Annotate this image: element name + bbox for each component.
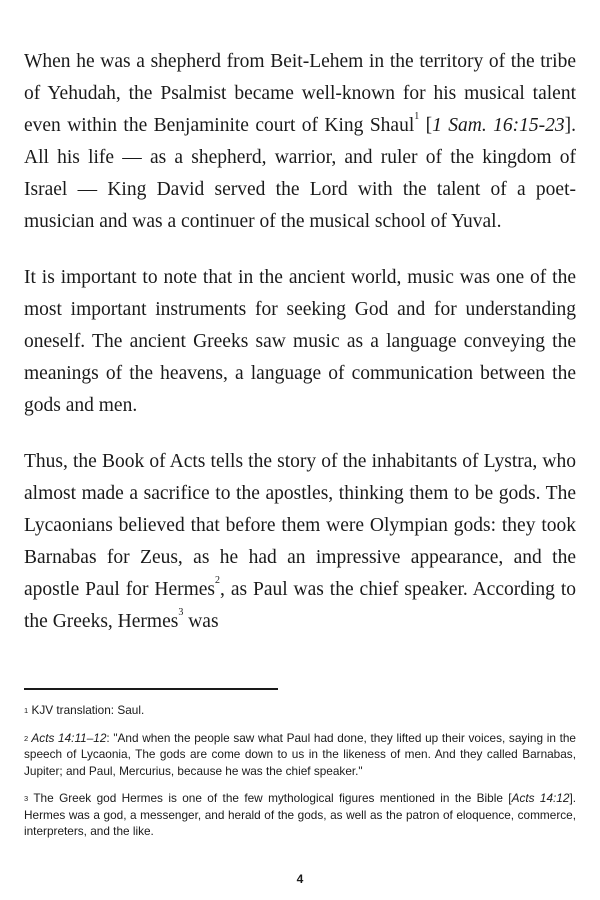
footnote-text-end: ]. Hermes was a god, a messenger, and herald of the gods, as well as the patron of eloquence, commerce, interpreters, and the like. — [24, 791, 576, 838]
footnote-3 — [24, 790, 576, 840]
main-text — [24, 46, 576, 662]
paragraph-1-text: When he was a shepherd from Beit-Lehem in the territory of the tribe of Yehudah, the Psalmist became well-known for his musical talent even within the Benjaminite court of King Shaul — [24, 51, 576, 136]
paragraph-2: It is important to note that in the ancient world, music was one of the most important instruments for seeking God and for understanding oneself. The ancient Greeks saw music as a language conveying the meanings of the heavens, a language of communication between the gods and men. — [24, 267, 576, 416]
paragraph-3-text-mid: , as Paul was the chief speaker. According to the Greeks, Hermes — [24, 579, 576, 632]
footnote-number: 1 — [24, 706, 29, 715]
paragraph-3-text-end: was — [183, 611, 219, 632]
footnote-2 — [24, 730, 576, 780]
footnote-reference: Acts 14:11–12 — [28, 730, 107, 745]
footnote-1 — [24, 702, 576, 719]
footnote-ref-2[interactable]: 2 — [215, 575, 221, 586]
footnote-number: 3 — [24, 794, 29, 803]
footnote-ref-3[interactable]: 3 — [178, 607, 184, 618]
paragraph-3 — [24, 446, 576, 638]
page-number: 4 — [296, 872, 304, 886]
paragraph-1 — [24, 46, 576, 238]
paragraph-3-text: Thus, the Book of Acts tells the story of the inhabitants of Lystra, who almost made a sacrifice to the apostles, thinking them to be gods. The Lycaonians believed that before them were Olympian gods: they took Barnabas for Zeus, as he had an impressive appearance, and the apostle Paul for Hermes — [24, 451, 576, 600]
footnote-divider — [24, 688, 278, 690]
footnote-text: : "And when the people saw what Paul had done, they lifted up their voices, saying in the speech of Lycaonia, The gods are come down to us in the likeness of men. And they called Barnabas, Jupiter; and Paul, Mercurius, because he was the chief speaker." — [24, 730, 576, 778]
footnote-text: The Greek god Hermes is one of the few mythological figures mentioned in the Bible [ — [28, 791, 512, 805]
paragraph-1-bracket: [ — [419, 115, 433, 136]
scripture-reference: 1 Sam. 16:15-23 — [432, 115, 565, 136]
paragraph-1-text-end: ]. All his life — as a shepherd, warrior, and ruler of the kingdom of Israel — King David served the Lord with the talent of a poet-musician and was a continuer of the musical school of Yuval. — [24, 115, 576, 232]
footnote-ref-1[interactable]: 1 — [414, 111, 420, 122]
footnote-number: 2 — [24, 733, 29, 743]
footnote-reference: Acts 14:12 — [511, 791, 570, 805]
footnotes — [24, 702, 576, 851]
footnote-text: KJV translation: Saul. — [28, 703, 145, 717]
